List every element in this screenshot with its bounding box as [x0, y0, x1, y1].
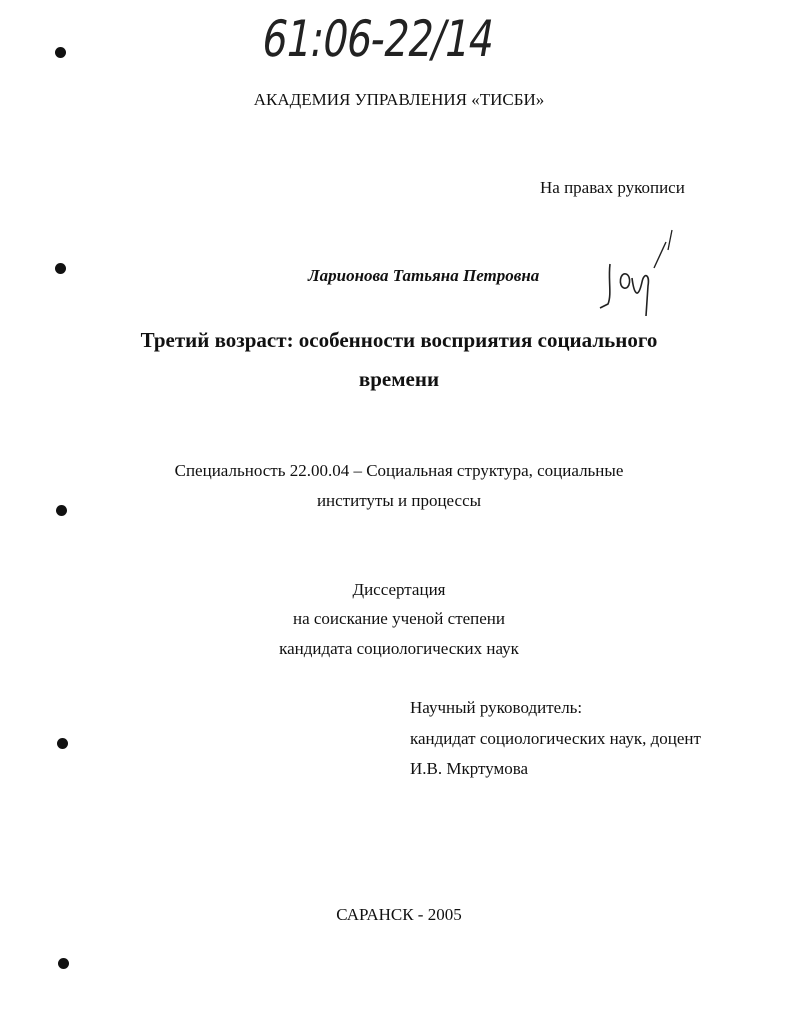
supervisor-heading: Научный руководитель: [410, 698, 583, 717]
specialty-line-2: институты и процессы [316, 491, 482, 510]
binder-hole-5 [58, 958, 69, 969]
dissertation-label: Диссертация [352, 580, 446, 599]
dissertation-title-line-2: времени [358, 367, 440, 391]
binder-hole-2 [55, 263, 66, 274]
city-year: САРАНСК - 2005 [336, 905, 462, 924]
supervisor-name: И.В. Мкртумова [410, 759, 529, 778]
supervisor-degree: кандидат социологических наук, доцент [410, 729, 701, 748]
binder-hole-4 [57, 738, 68, 749]
archive-code-handwritten: 61:06-22/14 [257, 10, 499, 68]
academy-name: АКАДЕМИЯ УПРАВЛЕНИЯ «ТИСБИ» [253, 90, 545, 109]
specialty-line-1: Специальность 22.00.04 – Социальная структура, социальные [174, 461, 624, 480]
degree-name: кандидата социологических наук [279, 639, 519, 658]
binder-hole-1 [55, 47, 66, 58]
author-name: Ларионова Татьяна Петровна [308, 266, 540, 285]
degree-purpose: на соискание ученой степени [292, 609, 506, 628]
dissertation-title-line-1: Третий возраст: особенности восприятия социального [140, 328, 658, 352]
signature [596, 228, 686, 320]
rights-note: На правах рукописи [540, 178, 685, 197]
